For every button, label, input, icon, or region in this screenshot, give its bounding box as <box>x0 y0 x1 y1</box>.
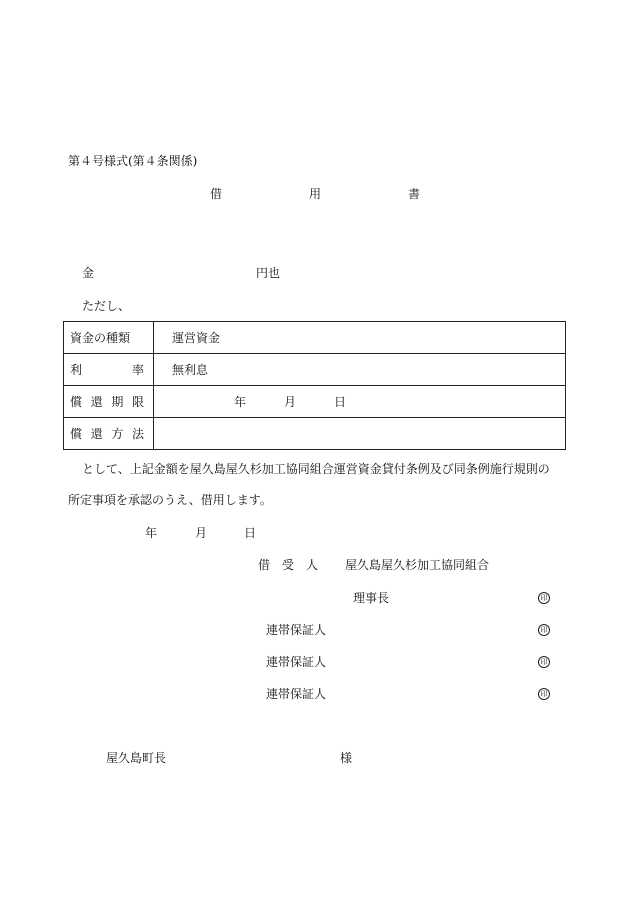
borrower-org: 屋久島屋久杉加工協同組合 <box>345 558 490 572</box>
label-char: 還 <box>90 395 103 409</box>
amount-prefix: 金 <box>82 266 95 280</box>
guarantor-label: 連帯保証人 <box>266 655 327 669</box>
label-text: 資金の種類 <box>70 331 131 345</box>
repayment-date <box>154 395 565 409</box>
label-char: 率 <box>131 363 144 377</box>
label-char: 期 <box>111 395 124 409</box>
label-char: 法 <box>131 427 144 441</box>
sign-year: 年 <box>145 526 158 540</box>
label-char: 還 <box>90 427 103 441</box>
borrower-label: 借 受 人 <box>258 558 319 572</box>
label-char: 償 <box>70 427 83 441</box>
date-day: 日 <box>334 394 347 409</box>
table-row <box>64 386 566 418</box>
table-label <box>64 386 154 418</box>
label-char: 償 <box>70 395 83 409</box>
table-row <box>64 418 566 450</box>
seal-icon: 印 <box>538 656 550 668</box>
table-label <box>64 354 154 386</box>
addressee-honorific: 様 <box>340 751 353 765</box>
title-char: 用 <box>309 187 322 201</box>
form-number: 第４号様式(第４条関係) <box>68 154 198 168</box>
amount-suffix: 円也 <box>256 266 281 280</box>
seal-icon: 印 <box>538 688 550 700</box>
proviso-text: ただし、 <box>82 299 131 313</box>
body-text-line2: 所定事項を承認のうえ、借用します。 <box>68 493 272 507</box>
date-month: 月 <box>284 394 297 409</box>
label-char: 限 <box>131 395 144 409</box>
table-value <box>154 386 566 418</box>
addressee-name: 屋久島町長 <box>106 751 167 765</box>
title-char: 借 <box>210 187 223 201</box>
chairman-label: 理事長 <box>353 591 390 605</box>
seal-icon: 印 <box>538 592 550 604</box>
body-text-line1: として、上記金額を屋久島屋久杉加工協同組合運営資金貸付条例及び同条例施行規則の <box>82 462 550 476</box>
table-row <box>64 322 566 354</box>
loan-terms-table <box>63 321 566 450</box>
table-label <box>64 418 154 450</box>
table-value <box>154 418 566 450</box>
date-year: 年 <box>234 394 247 409</box>
guarantor-label: 連帯保証人 <box>266 623 327 637</box>
table-value: 無利息 <box>154 354 566 386</box>
table-row <box>64 354 566 386</box>
table-label <box>64 322 154 354</box>
seal-icon: 印 <box>538 624 550 636</box>
title-char: 書 <box>408 187 421 201</box>
sign-day: 日 <box>244 526 257 540</box>
table-value: 運営資金 <box>154 322 566 354</box>
guarantor-label: 連帯保証人 <box>266 687 327 701</box>
label-char: 方 <box>111 427 124 441</box>
sign-month: 月 <box>195 526 208 540</box>
label-char: 利 <box>70 363 83 377</box>
